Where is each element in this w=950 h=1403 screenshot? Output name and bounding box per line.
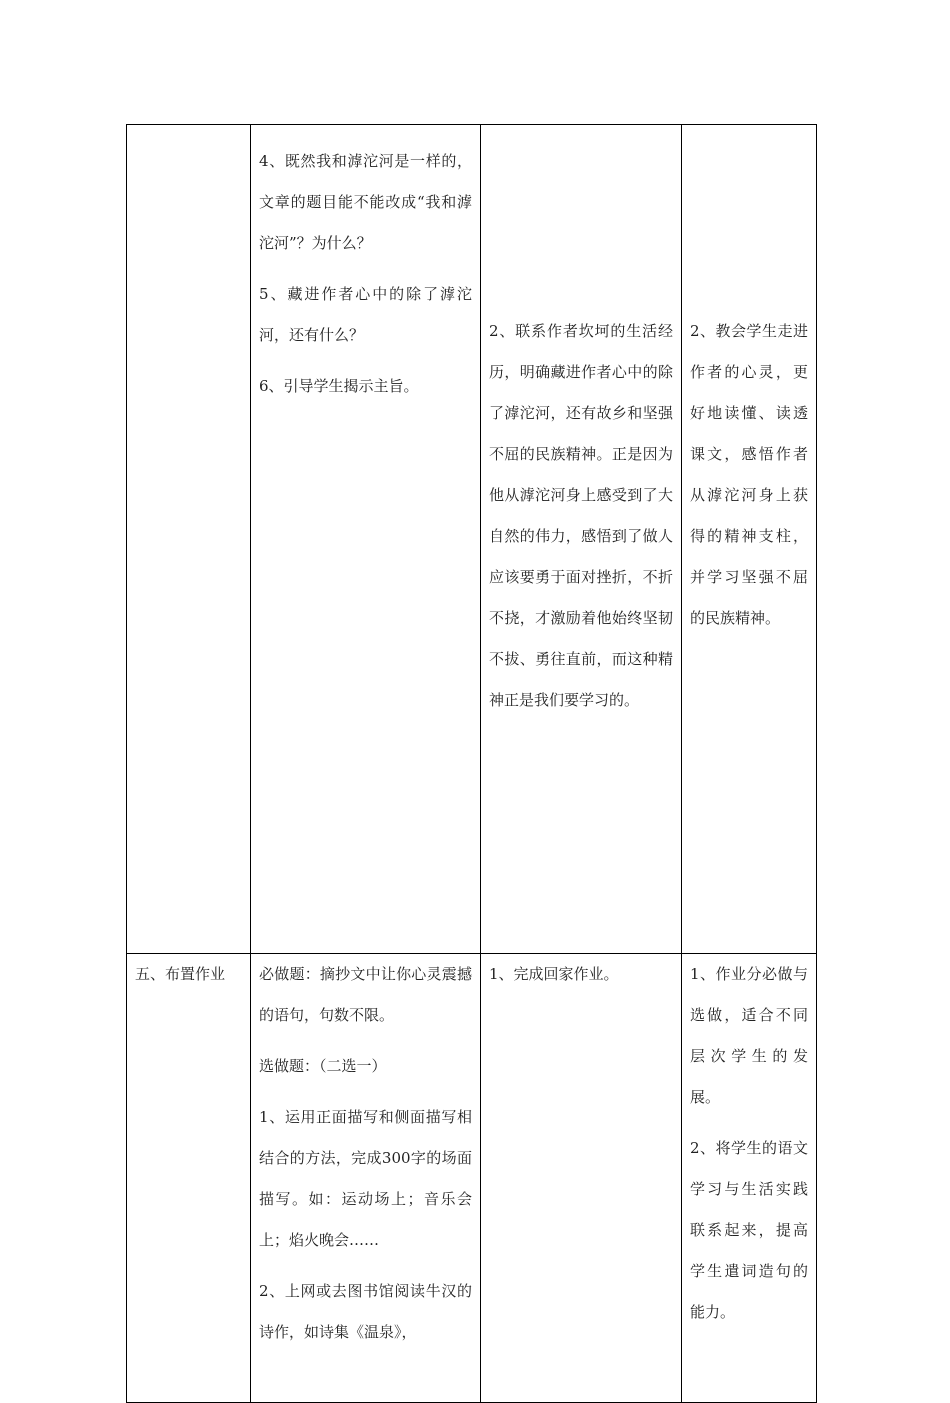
teacher-activity-cell — [251, 125, 481, 954]
teacher-item: 6、引导学生揭示主旨。 — [259, 377, 419, 395]
design-intent-cell — [682, 125, 817, 954]
teacher-item: 1、运用正面描写和侧面描写相结合的方法，完成300字的场面描写。如：运动场上；音乐会上；焰火晚会…… — [259, 1108, 472, 1249]
teacher-item: 5、藏进作者心中的除了滹沱河，还有什么？ — [259, 285, 472, 344]
stage-cell — [127, 125, 251, 954]
teacher-item: 选做题：（二选一） — [259, 1057, 387, 1075]
student-activity-cell — [481, 125, 682, 954]
student-activity-cell — [481, 954, 682, 1403]
intent-item: 2、教会学生走进作者的心灵，更好地读懂、读透课文，感悟作者从滹沱河身上获得的精神支柱，并学习坚强不屈的民族精神。 — [690, 322, 808, 627]
intent-item: 2、将学生的语文学习与生活实践联系起来，提高学生遣词造句的能力。 — [690, 1139, 808, 1321]
table-row — [127, 954, 817, 1403]
stage-cell — [127, 954, 251, 1403]
teacher-item: 4、既然我和滹沱河是一样的，文章的题目能不能改成“我和滹沱河”？为什么？ — [259, 152, 472, 252]
teacher-item: 2、上网或去图书馆阅读牛汉的诗作，如诗集《温泉》， — [259, 1282, 472, 1341]
intent-item: 1、作业分必做与选做，适合不同层次学生的发展。 — [690, 965, 808, 1106]
teacher-item: 必做题：摘抄文中让你心灵震撼的语句，句数不限。 — [259, 965, 472, 1024]
teacher-activity-cell — [251, 954, 481, 1403]
table-row — [127, 125, 817, 954]
student-item: 2、联系作者坎坷的生活经历，明确藏进作者心中的除了滹沱河，还有故乡和坚强不屈的民族精神。正是因为他从滹沱河身上感受到了大自然的伟力，感悟到了做人应该要勇于面对挫折，不折不挠，才激励着他始终坚韧不拔、勇往直前，而这种精神正是我们要学习的。 — [489, 322, 673, 709]
student-item: 1、完成回家作业。 — [489, 965, 619, 983]
stage-label: 五、布置作业 — [135, 965, 226, 983]
design-intent-cell — [682, 954, 817, 1403]
lesson-plan-table — [126, 124, 817, 1403]
